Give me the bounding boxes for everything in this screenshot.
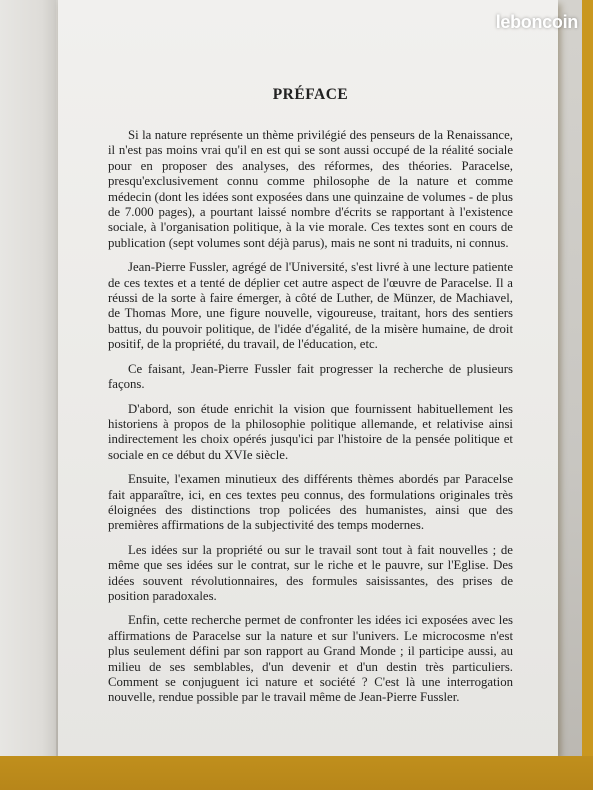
- paragraph-6: Les idées sur la propriété ou sur le travail sont tout à fait nouvelles ; de même que ses idées sur le contrat, sur le riche et le pauvre, sur l'Eglise. Des idées souvent révolutionnaires, des formules saisissantes, des prises de position paradoxales.: [108, 542, 513, 603]
- page-title: PRÉFACE: [272, 86, 349, 103]
- paragraph-4: D'abord, son étude enrichit la vision que fournissent habituellement les historiens à propos de la philosophie politique allemande, et relativise ainsi indirectement les choix opérés jusqu'ici par l'histoire de la pensée politique et sociale en ce début du XVIe siècle.: [108, 401, 513, 462]
- paragraph-1: Si la nature représente un thème privilégié des penseurs de la Renaissance, il n'est pas moins vrai qu'il en est qui se sont aussi occupé de la réalité sociale pour en proposer des analyses, des réformes, des théories. Paracelse, presqu'exclusivement connu comme philosophe de la nature et comme médecin (dont les idées sont exposées dans une quinzaine de volumes - de plus de 7.000 pages), a pourtant laissé nombre d'écrits se rapportant à l'existence sociale, à l'organisation politique, à la vie morale. Ces textes sont en cours de publication (sept volumes sont déjà parus), mais ne sont ni traduits, ni connus.: [108, 128, 513, 250]
- watermark-logo: leboncoin: [495, 12, 578, 32]
- paragraph-7: Enfin, cette recherche permet de confronter les idées ici exposées avec les affirmations de Paracelse sur la nature et sur l'univers. Le microcosme n'est plus seulement défini par son rapport au Grand Monde ; il participe aussi, au milieu de ses semblables, d'un devenir et d'un destin très particuliers. Comment se conjuguent ici nature et société ? C'est là une interrogation nouvelle, rendue possible par le travail même de Jean-Pierre Fussler.: [108, 613, 513, 705]
- background-left: [0, 0, 60, 790]
- paragraph-2: Jean-Pierre Fussler, agrégé de l'Université, s'est livré à une lecture patiente de ces textes et a tenté de déplier cet autre aspect de l'œuvre de Paracelse. Il a réussi de la sorte à faire émerger, à côté de Luther, de Münzer, de Machiavel, de Thomas More, une figure nouvelle, vigoureuse, traitant, hors des sentiers battus, du pouvoir politique, de l'idée d'égalité, de la misère humaine, de droit positif, de la propriété, du travail, de l'éducation, etc.: [108, 260, 513, 352]
- book-page: [58, 0, 558, 756]
- paragraph-5: Ensuite, l'examen minutieux des différents thèmes abordés par Paracelse fait apparaître, ici, en ces textes peu connus, des formulations originales très éloignées des distinctions trop policées des humanistes, ainsi que des premières affirmations de la subjectivité des temps modernes.: [108, 472, 513, 533]
- paragraph-3: Ce faisant, Jean-Pierre Fussler fait progresser la recherche de plusieurs façons.: [108, 361, 513, 392]
- table-surface: [0, 756, 593, 790]
- page-text: [108, 86, 513, 715]
